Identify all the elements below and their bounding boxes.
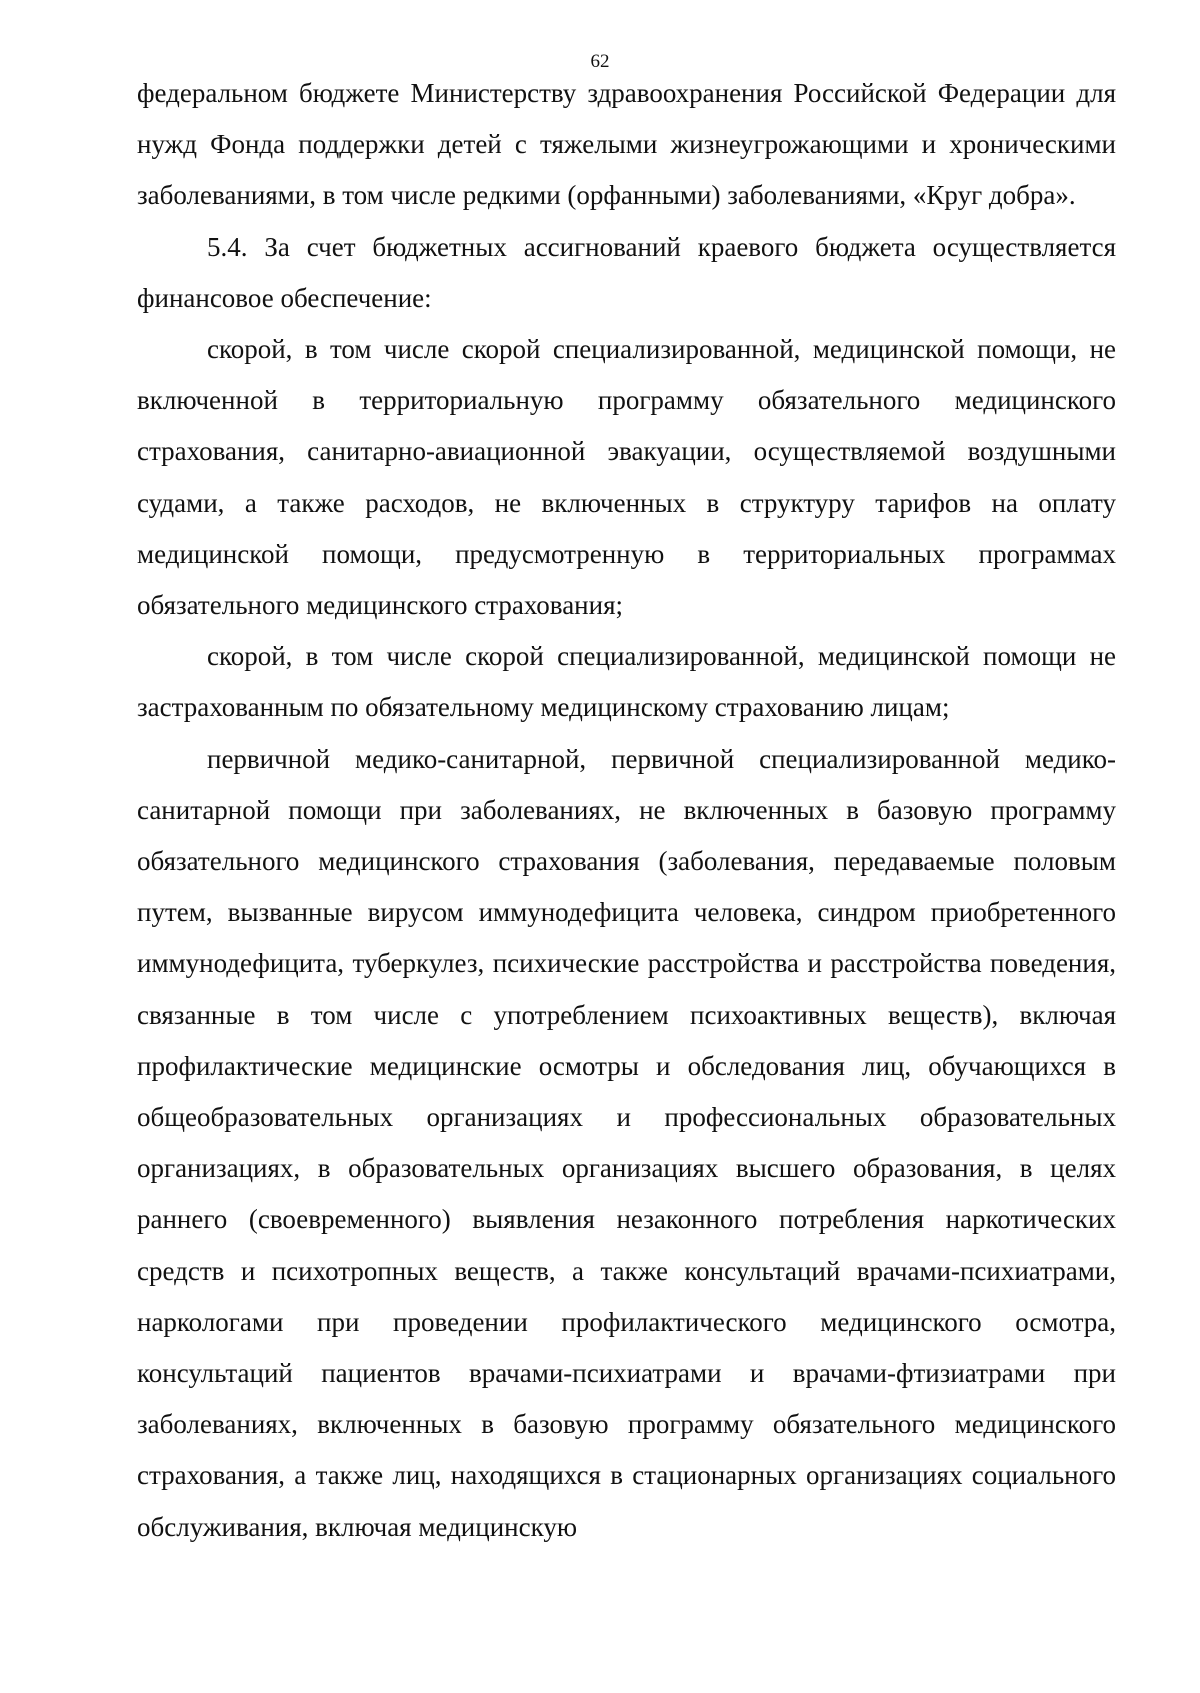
paragraph-continuation: федеральном бюджете Министерству здравоохранения Российской Федерации для нужд Фонда поддержки детей с тяжелыми жизнеугрожающими и хроническими заболеваниями, в том числе редкими (орфанными) заболеваниями, «Круг добра».: [137, 78, 1116, 211]
paragraph-emergency-care-uninsured: скорой, в том числе скорой специализированной, медицинской помощи не застрахованным по обязательному медицинскому страхованию лицам;: [137, 641, 1116, 723]
document-body: [137, 68, 1116, 1553]
paragraph-emergency-care-not-in-program: скорой, в том числе скорой специализированной, медицинской помощи, не включенной в территориальную программу обязательного медицинского страхования, санитарно-авиационной эвакуации, осуществляемой воздушными судами, а также расходов, не включенных в структуру тарифов на оплату медицинской помощи, предусмотренную в территориальных программах обязательного медицинского страхования;: [137, 334, 1116, 621]
paragraph-section-5-4: 5.4. За счет бюджетных ассигнований краевого бюджета осуществляется финансовое обеспечение:: [137, 231, 1116, 313]
paragraph-primary-care: первичной медико-санитарной, первичной специализированной медико-санитарной помощи при заболеваниях, не включенных в базовую программу обязательного медицинского страхования (заболевания, передаваемые половым путем, вызванные вирусом иммунодефицита человека, синдром приобретенного иммунодефицита, туберкулез, психические расстройства и расстройства поведения, связанные в том числе с употреблением психоактивных веществ), включая профилактические медицинские осмотры и обследования лиц, обучающихся в общеобразовательных организациях и профессиональных образовательных организациях, в образовательных организациях высшего образования, в целях раннего (своевременного) выявления незаконного потребления наркотических средств и психотропных веществ, а также консультаций врачами-психиатрами, наркологами при проведении профилактического медицинского осмотра, консультаций пациентов врачами-психиатрами и врачами-фтизиатрами при заболеваниях, включенных в базовую программу обязательного медицинского страхования, а также лиц, находящихся в стационарных организациях социального обслуживания, включая медицинскую: [137, 743, 1116, 1542]
page-number: 62: [590, 51, 610, 72]
